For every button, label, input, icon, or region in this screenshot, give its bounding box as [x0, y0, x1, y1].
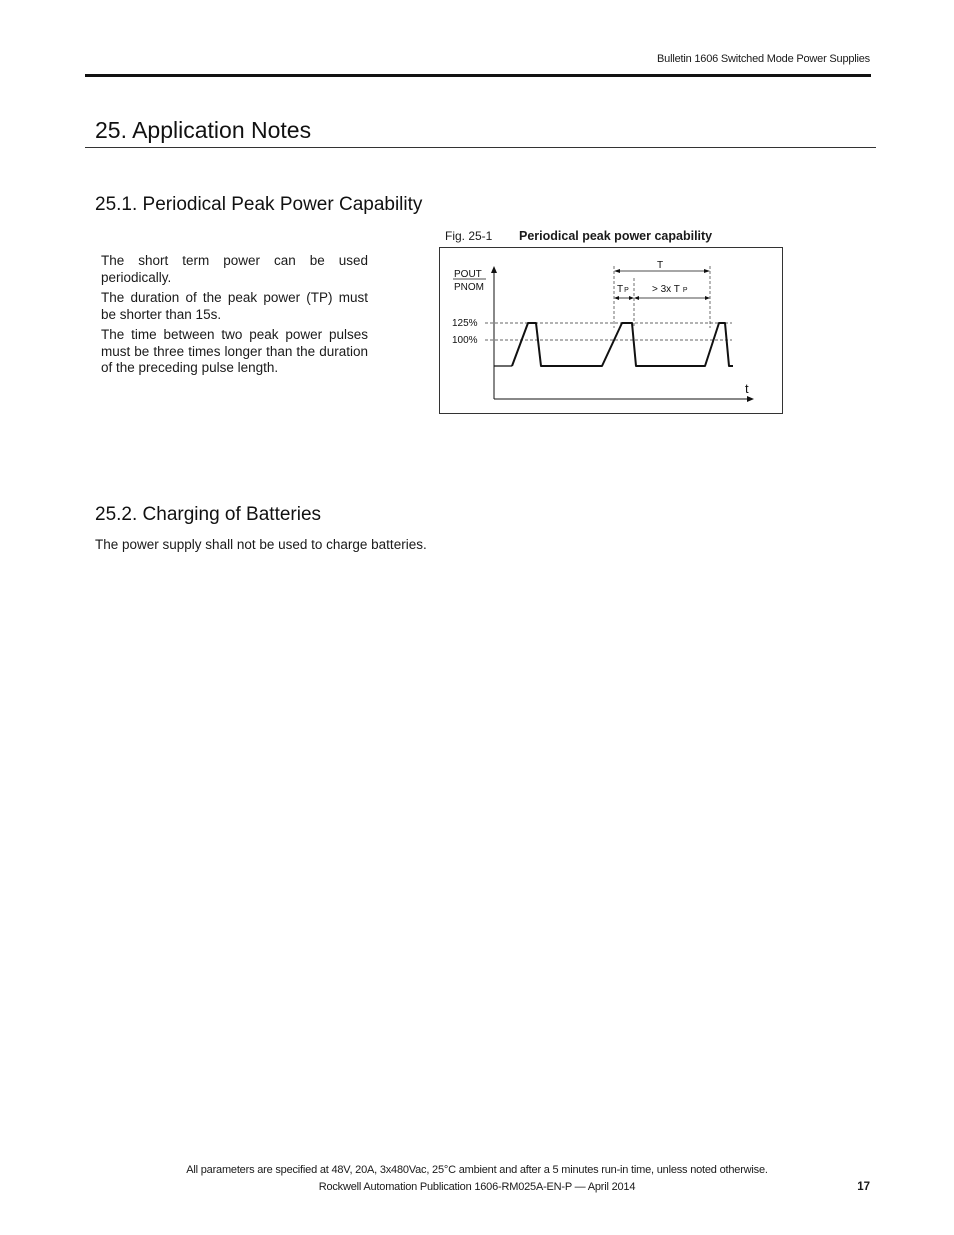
- paragraph-time-between: The time between two peak power pulses must be three times longer than the duration of the preceding pulse length.: [101, 327, 368, 375]
- period-arrow-left: [614, 269, 620, 273]
- paragraph-duration: The duration of the peak power (TP) must be shorter than 15s.: [101, 290, 368, 322]
- footer-publication: Rockwell Automation Publication 1606-RM025A-EN-P — April 2014: [318, 1181, 636, 1193]
- gap-duration-label: > 3x T P: [652, 284, 688, 295]
- period-arrow-right: [704, 269, 710, 273]
- figure-number: Fig. 25-1: [445, 229, 493, 243]
- header-rule: [85, 74, 871, 77]
- power-waveform: [512, 323, 733, 366]
- y-label-numerator: POUT: [454, 269, 482, 280]
- gap-arrow-left: [634, 296, 639, 300]
- subsection-title-peak-power: 25.1. Periodical Peak Power Capability: [95, 194, 423, 215]
- level-125-label: 125%: [452, 318, 478, 329]
- y-label-denominator: PNOM: [454, 282, 484, 293]
- figure-box: [439, 247, 783, 414]
- x-axis-arrow: [747, 396, 754, 402]
- pulse-duration-label: TP: [617, 284, 629, 295]
- section-rule: [85, 147, 876, 148]
- x-axis-label: t: [745, 381, 749, 396]
- period-label: T: [657, 260, 664, 271]
- pulse-arrow-right: [629, 296, 634, 300]
- footer-note: All parameters are specified at 48V, 20A, 3x480Vac, 25°C ambient and after a 5 minutes run-in time, unless noted otherwise.: [186, 1164, 768, 1176]
- section-title: 25. Application Notes: [95, 117, 312, 143]
- page-number: 17: [857, 1181, 870, 1193]
- figure-title: Periodical peak power capability: [519, 229, 713, 243]
- peak-power-diagram: [440, 248, 782, 413]
- y-axis-arrow: [491, 266, 497, 273]
- level-100-label: 100%: [452, 335, 478, 346]
- gap-arrow-right: [705, 296, 710, 300]
- header-title: Bulletin 1606 Switched Mode Power Supplies: [657, 53, 870, 65]
- subsection-title-charging: 25.2. Charging of Batteries: [95, 504, 322, 525]
- peak-power-text: [101, 253, 368, 381]
- paragraph-short-term: The short term power can be used periodically.: [101, 253, 368, 285]
- charging-text: The power supply shall not be used to charge batteries.: [95, 537, 427, 552]
- pulse-arrow-left: [614, 296, 619, 300]
